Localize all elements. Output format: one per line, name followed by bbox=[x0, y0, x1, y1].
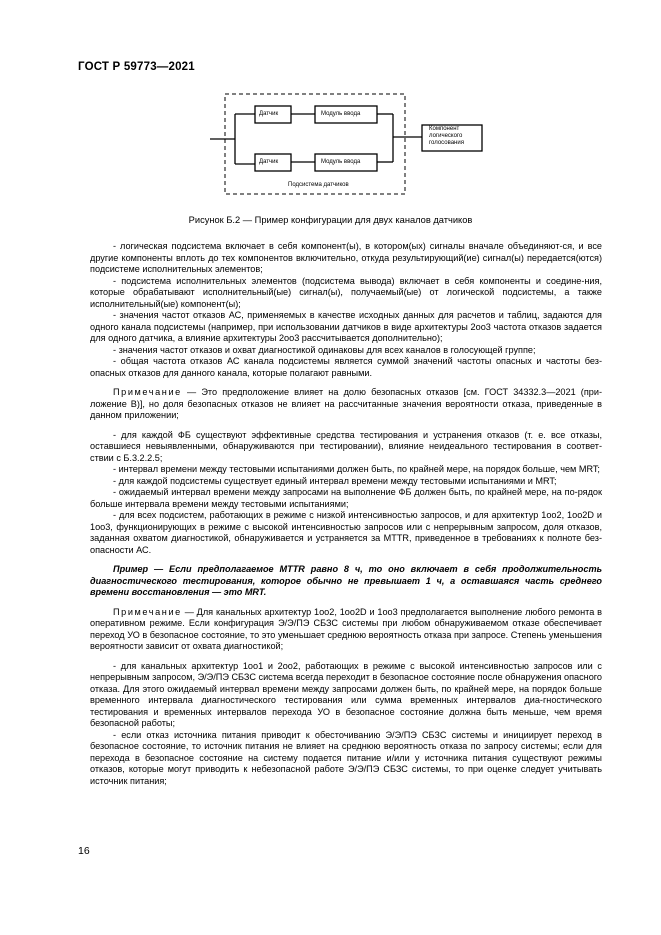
page-number: 16 bbox=[78, 845, 90, 857]
paragraph: - подсистема исполнительных элементов (подсистема вывода) включает в себя компоненты и соедине-ния, которые обрабатывают исполнительный(ые) сигнал(ы), получаемый(ые) от логической подсистемы, а также исполнительный(ые) компонент(ы); bbox=[90, 275, 602, 309]
paragraph: - логическая подсистема включает в себя компонент(ы), в котором(ых) сигналы вначале объединяют-ся, и все другие компоненты вплоть до тех компонентов включительно, откуда результирующий(ие) сигнал(ы) передается(ются) подсистеме исполнительных элементов; bbox=[90, 241, 602, 274]
paragraph: - значения частот отказов и охват диагностикой одинаковы для всех каналов в голосующей группе; bbox=[113, 344, 536, 355]
note-label: Примечание bbox=[113, 387, 182, 397]
paragraph: - если отказ источника питания приводит к обесточиванию Э/Э/ПЭ СБЗС системы и инициирует переход в безопасное состояние, то источник питания не влияет на среднюю вероятность отказа по запросу системы; если для перехода в безопасное состояние на систему подается питание и/или у источника питания существуют режимы отказов, которые могут приводить к небезопасной работе Э/Э/ПЭ СБЗС системы, то при оценке следует учитывать источник питания; bbox=[90, 729, 602, 786]
note-paragraph bbox=[90, 607, 602, 653]
note-text: — Для канальных архитектур 1oo2, 1oo2D и 1oo3 предполагается выполнение любого ремонта в оперативном режиме. Если конфигурация Э/Э/ПЭ СБЗС системы при любом обнаруживаемом отказе обеспечивает переход УО в безопасное состояние, то это уменьшает среднюю вероятность отказа при запросе. Степень уменьшения вероятности зависит от охвата диагностикой; bbox=[90, 606, 602, 651]
paragraph: - общая частота отказов АС канала подсистемы является суммой значений частоты опасных и частоты без-опасных отказов для данного канала, которые полагают равными. bbox=[90, 356, 602, 378]
sensor-label-top: Датчик bbox=[259, 111, 279, 117]
component-label-line3: голосования bbox=[429, 140, 464, 146]
paragraph: - для каждой ФБ существуют эффективные средства тестирования и устранения отказов (т. е. все отказы, оставшиеся невыявленными, обнаруживаются при тестировании), влияние неидеального тестирования в соответ-ствии с Б.3.2.2.5; bbox=[90, 429, 602, 463]
paragraph: - значения частот отказов АС, применяемых в качестве исходных данных для расчетов и таблиц, задаются для одного канала подсистемы (например, при использовании датчиков в виде архитектуры 2oo3 частота отказов задается для одного датчика, а влияние архитектуры 2oo3 рассчитывается дополнительно); bbox=[90, 310, 602, 343]
component-label-line2: логического bbox=[429, 133, 463, 139]
note-label: Примечание bbox=[113, 606, 182, 617]
sensor-channels-diagram bbox=[200, 92, 500, 202]
paragraph: - для канальных архитектур 1oo1 и 2oo2, работающих в режиме с высокой интенсивностью запросов или с непрерывным запросом, Э/Э/ПЭ СБЗС система всегда переходит в безопасное состояние после обнаружения опасного отказа. Для этого ожидаемый интервал времени между запросами должен быть, по крайней мере, на порядок больше временного интервала диагностического тестирования или сумма временных интервалов диа-гностического тестирования и временных интервалов перехода УО в безопасное состояние должна быть меньше, чем время безопасной работы; bbox=[90, 660, 602, 728]
subsystem-label: Подсистема датчиков bbox=[288, 182, 349, 188]
standard-header: ГОСТ Р 59773—2021 bbox=[78, 61, 195, 73]
note-paragraph bbox=[90, 387, 602, 422]
example-paragraph: Пример — Если предполагаемое MTTR равно 8 ч, то оно включает в себя продолжительность диагностического тестирования, которое обычно не превышает 1 ч, а оставшаяся часть среднего времени восстановления — это MRT. bbox=[90, 564, 602, 597]
figure-caption: Рисунок Б.2 — Пример конфигурации для двух каналов датчиков bbox=[188, 215, 473, 225]
paragraph: - интервал времени между тестовыми испытаниями должен быть, по крайней мере, на порядок больше, чем MRT; bbox=[113, 464, 600, 474]
sensor-label-bottom: Датчик bbox=[259, 159, 279, 165]
input-module-label-bottom: Модуль ввода bbox=[321, 159, 361, 165]
input-module-label-top: Модуль ввода bbox=[321, 111, 361, 117]
component-label-line1: Компонент bbox=[429, 126, 460, 132]
body-text bbox=[90, 241, 602, 787]
paragraph: - для каждой подсистемы существует единый интервал времени между тестовыми испытаниями и MRT; bbox=[113, 475, 557, 486]
paragraph: - ожидаемый интервал времени между запросами на выполнение ФБ должен быть, по крайней мере, на по-рядок больше интервала времени между тестовыми испытаниями; bbox=[90, 487, 602, 509]
note-text: — Это предположение влияет на долю безопасных отказов [см. ГОСТ 34332.3—2021 (при-ложение В)], но доля безопасных отказов не влияет на рассчитанные значения вероятности отказа, приведенные в данном приложении; bbox=[90, 387, 603, 420]
paragraph: - для всех подсистем, работающих в режиме с низкой интенсивностью запросов, и для архитектур 1oo2, 1oo2D и 1oo3, функционирующих в режиме с высокой интенсивностью запросов или с непрерывным запросом, доля отказов, заданная охватом диагностикой, обнаруживается и устраняется за MTTR, приведенное в требованиях к полноте без-опасности АС. bbox=[90, 510, 602, 555]
diagram-lines bbox=[200, 92, 500, 202]
